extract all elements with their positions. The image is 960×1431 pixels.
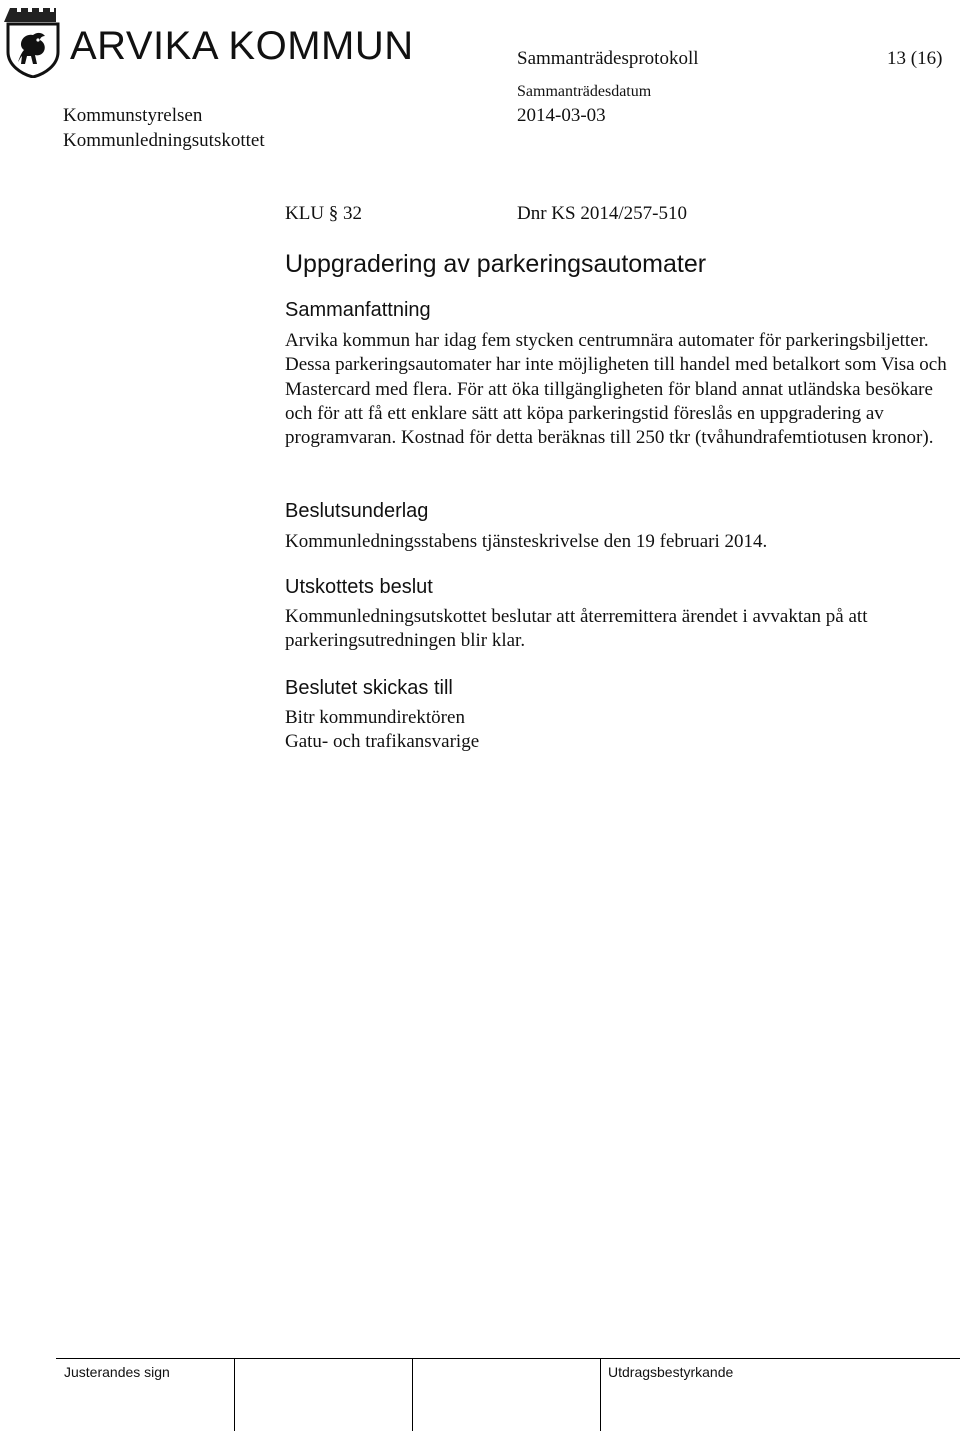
footer-divider <box>234 1359 235 1431</box>
page-number: 13 (16) <box>887 48 943 69</box>
meeting-date-label: Sammanträdesdatum <box>517 83 652 100</box>
case-paragraph-number: KLU § 32 <box>285 203 363 224</box>
basis-heading: Beslutsunderlag <box>285 500 429 522</box>
decision-heading: Utskottets beslut <box>285 576 433 598</box>
recipients-heading: Beslutet skickas till <box>285 677 453 699</box>
decision-text <box>285 605 950 654</box>
footer-divider <box>600 1359 601 1431</box>
basis-paragraph: Kommunledningsstabens tjänsteskrivelse den 19 februari 2014. <box>285 531 768 552</box>
recipients-list <box>285 706 950 755</box>
recipient-item: Bitr kommundirektören <box>285 707 465 728</box>
extract-certification-label: Utdragsbestyrkande <box>608 1364 734 1380</box>
signature-footer <box>56 1358 960 1431</box>
justification-sign-label: Justerandes sign <box>64 1364 170 1380</box>
committee-name: Kommunstyrelsen <box>63 105 203 126</box>
basis-text <box>285 530 950 554</box>
subcommittee-name: Kommunledningsutskottet <box>63 130 265 151</box>
recipient-item: Gatu- och trafikansvarige <box>285 731 480 753</box>
organization-name: ARVIKA KOMMUN <box>70 24 414 68</box>
summary-text <box>285 329 950 450</box>
decision-paragraph: Kommunledningsutskottet beslutar att återremittera ärendet i avvaktan på att parkeringsutredningen blir klar. <box>285 606 868 652</box>
meeting-date: 2014-03-03 <box>517 105 606 126</box>
summary-paragraph: Arvika kommun har idag fem stycken centrumnära automater för parkeringsbiljetter. Dessa parkeringsautomater har inte möjligheten till handel med betalkort som Visa och Mastercard med flera. För att öka tillgängligheten för bland annat utländska besökare och för att få ett enklare sätt att köpa parkeringstid föreslås en uppgradering av programvaran. Kostnad för detta beräknas till 250 tkr (tvåhundrafemtiotusen kronor). <box>285 330 947 449</box>
footer-divider <box>412 1359 413 1431</box>
case-title: Uppgradering av parkeringsautomater <box>285 250 707 278</box>
document-type: Sammanträdesprotokoll <box>517 48 699 69</box>
coat-of-arms-icon <box>4 4 62 78</box>
case-registration-number: Dnr KS 2014/257-510 <box>517 203 687 224</box>
summary-heading: Sammanfattning <box>285 299 431 321</box>
